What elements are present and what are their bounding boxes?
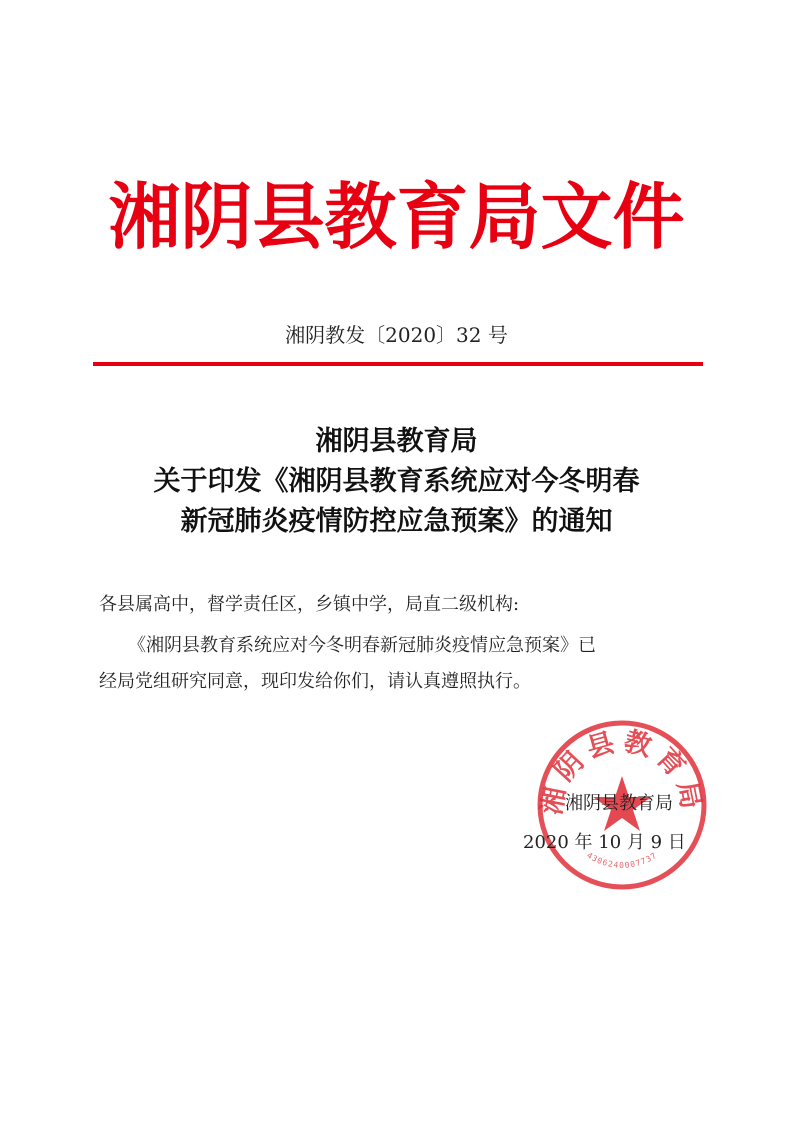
body-paragraph-line-2: 经局党组研究同意，现印发给你们，请认真遵照执行。 xyxy=(99,671,531,692)
notice-title xyxy=(0,422,793,542)
red-divider-line xyxy=(93,362,703,366)
masthead-title: 湘阴县教育局文件 xyxy=(108,174,685,259)
notice-title-line-2: 关于印发《湘阴县教育系统应对今冬明春 xyxy=(153,466,640,497)
issuer-name: 湘阴县教育局 xyxy=(565,793,673,814)
svg-text:4306240007737: 4306240007737 xyxy=(585,850,659,870)
notice-title-line-1: 湘阴县教育局 xyxy=(315,426,478,457)
issue-date: 2020 年 10 月 9 日 xyxy=(523,832,686,853)
notice-title-line-3: 新冠肺炎疫情防控应急预案》的通知 xyxy=(180,506,613,537)
document-number: 湘阴教发〔2020〕32 号 xyxy=(285,323,508,347)
body-paragraph-line-1: 《湘阴县教育系统应对今冬明春新冠肺炎疫情应急预案》已 xyxy=(128,635,596,656)
salutation: 各县属高中，督学责任区，乡镇中学，局直二级机构: xyxy=(99,594,520,615)
svg-text:湘阴县教育局: 湘阴县教育局 xyxy=(536,725,708,818)
